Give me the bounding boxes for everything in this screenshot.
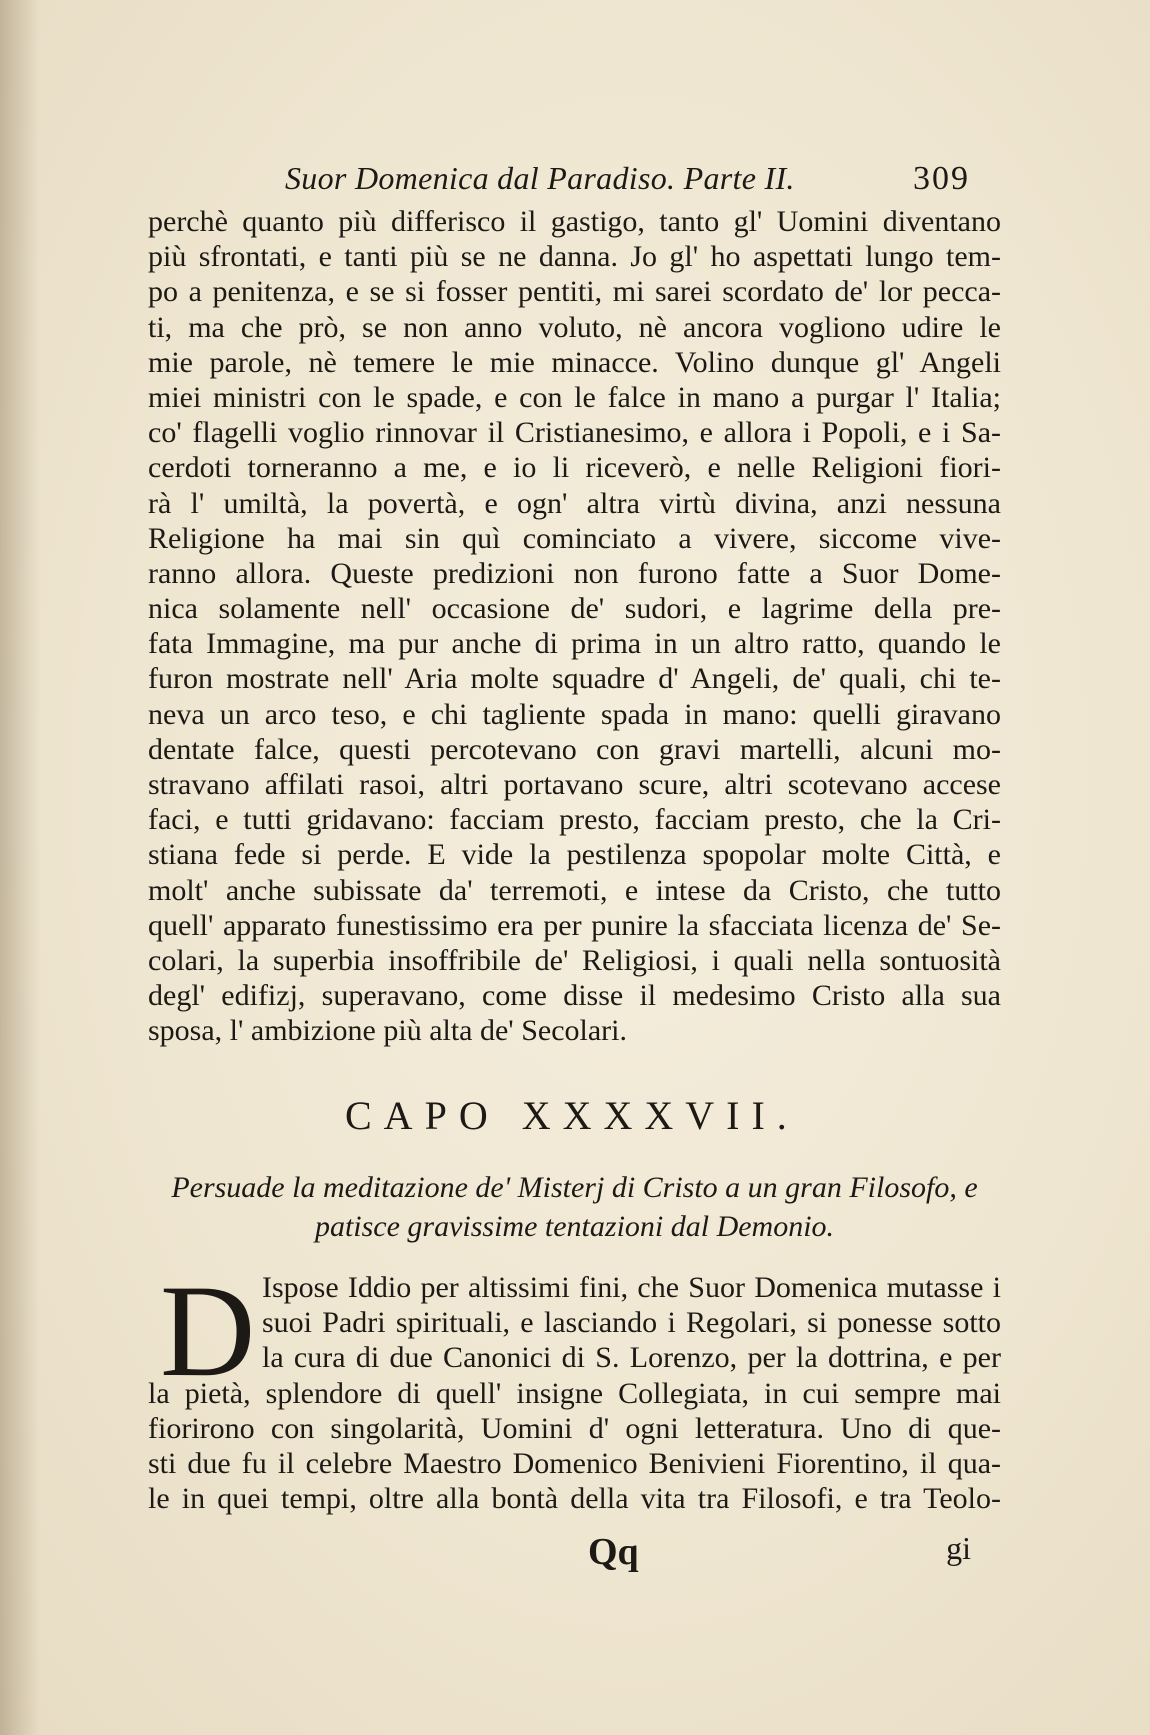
text-line: ti, ma che prò, se non anno voluto, nè ancora vogliono udire le xyxy=(148,310,1001,344)
text-line: stravano affilati rasoi, altri portavano scure, altri scotevano accese xyxy=(148,768,1001,801)
text-line: le in quei tempi, oltre alla bontà della vita tra Filosofi, e tra Teolo- xyxy=(148,1482,1001,1516)
text-line: faci, e tutti gridavano: facciam presto, facciam presto, che la Cri- xyxy=(148,803,1001,837)
page-footer xyxy=(148,1530,1001,1573)
text-line: fiorirono con singolarità, Uomini d' ogni letteratura. Uno di que- xyxy=(148,1411,1001,1445)
page-number: 309 xyxy=(913,160,970,197)
text-line: sti due fu il celebre Maestro Domenico Benivieni Fiorentino, il qua- xyxy=(148,1446,1001,1480)
page-header xyxy=(150,160,970,204)
drop-cap: D xyxy=(160,1257,256,1404)
text-line: miei ministri con le spade, e con le falce in mano a purgar l' Italia; xyxy=(148,380,1001,414)
running-title: Suor Domenica dal Paradiso. Parte II. xyxy=(285,160,795,196)
body-text xyxy=(148,204,1001,1049)
text-line: Religione ha mai sin quì cominciato a vivere, siccome vive- xyxy=(148,521,1001,555)
text-line: Ispose Iddio per altissimi fini, che Suor Domenica mutasse i xyxy=(262,1271,1001,1304)
text-line: rà l' umiltà, la povertà, e ogn' altra virtù divina, anzi nessuna xyxy=(148,486,1001,520)
text-line: stiana fede si perde. E vide la pestilenza spopolar molte Città, e xyxy=(148,838,1001,872)
summary-line: Persuade la meditazione de' Misterj di Cristo a un gran Filosofo, e xyxy=(171,1171,978,1204)
text-line: quell' apparato funestissimo era per punire la sfacciata licenza de' Se- xyxy=(148,908,1001,942)
signature-mark: Qq xyxy=(588,1531,639,1573)
text-line: ranno allora. Queste predizioni non furono fatte a Suor Dome- xyxy=(148,556,1001,590)
text-line: fata Immagine, ma pur anche di prima in un altro ratto, quando le xyxy=(148,627,1001,661)
chapter-text xyxy=(148,1257,1001,1516)
text-line: perchè quanto più differisco il gastigo, tanto gl' Uomini diventano xyxy=(148,205,1001,238)
chapter-heading: CAPO XXXXVII. xyxy=(345,1093,799,1138)
text-line: dentate falce, questi percotevano con gravi martelli, alcuni mo- xyxy=(148,732,1001,766)
text-line: cerdoti torneranno a me, e io li riceverò, e nelle Religioni fiori- xyxy=(148,451,1001,485)
binding-shadow xyxy=(0,0,40,1735)
summary-line: patisce gravissime tentazioni dal Demonio. xyxy=(314,1210,835,1243)
text-line: la pietà, splendore di quell' insigne Collegiata, in cui sempre mai xyxy=(148,1376,1001,1410)
catchword: gi xyxy=(946,1530,971,1566)
text-line: nica solamente nell' occasione de' sudori, e lagrime della pre- xyxy=(148,592,1001,626)
text-line: molt' anche subissate da' terremoti, e intese da Cristo, che tutto xyxy=(148,873,1001,907)
text-line: neva un arco teso, e chi tagliente spada in mano: quelli giravano xyxy=(148,697,1001,731)
text-line: colari, la superbia insoffribile de' Religiosi, i quali nella sontuosità xyxy=(148,943,1001,977)
chapter-summary xyxy=(148,1168,1001,1246)
text-line: co' flagelli voglio rinnovar il Cristianesimo, e allora i Popoli, e i Sa- xyxy=(148,416,1001,450)
text-line: più sfrontati, e tanti più se ne danna. Jo gl' ho aspettati lungo tem- xyxy=(148,240,1001,274)
text-line: sposa, l' ambizione più alta de' Secolari. xyxy=(148,1014,628,1048)
text-line: la cura di due Canonici di S. Lorenzo, per la dottrina, e per xyxy=(262,1341,1001,1375)
text-line: furon mostrate nell' Aria molte squadre d' Angeli, de' quali, chi te- xyxy=(148,662,1001,696)
text-line: degl' edifizj, superavano, come disse il medesimo Cristo alla sua xyxy=(148,979,1001,1013)
text-line: mie parole, nè temere le mie minacce. Volino dunque gl' Angeli xyxy=(148,345,1001,379)
text-line: suoi Padri spirituali, e lasciando i Regolari, si ponesse sotto xyxy=(262,1306,1001,1340)
text-line: po a penitenza, e se si fosser pentiti, mi sarei scordato de' lor pecca- xyxy=(148,275,1001,309)
